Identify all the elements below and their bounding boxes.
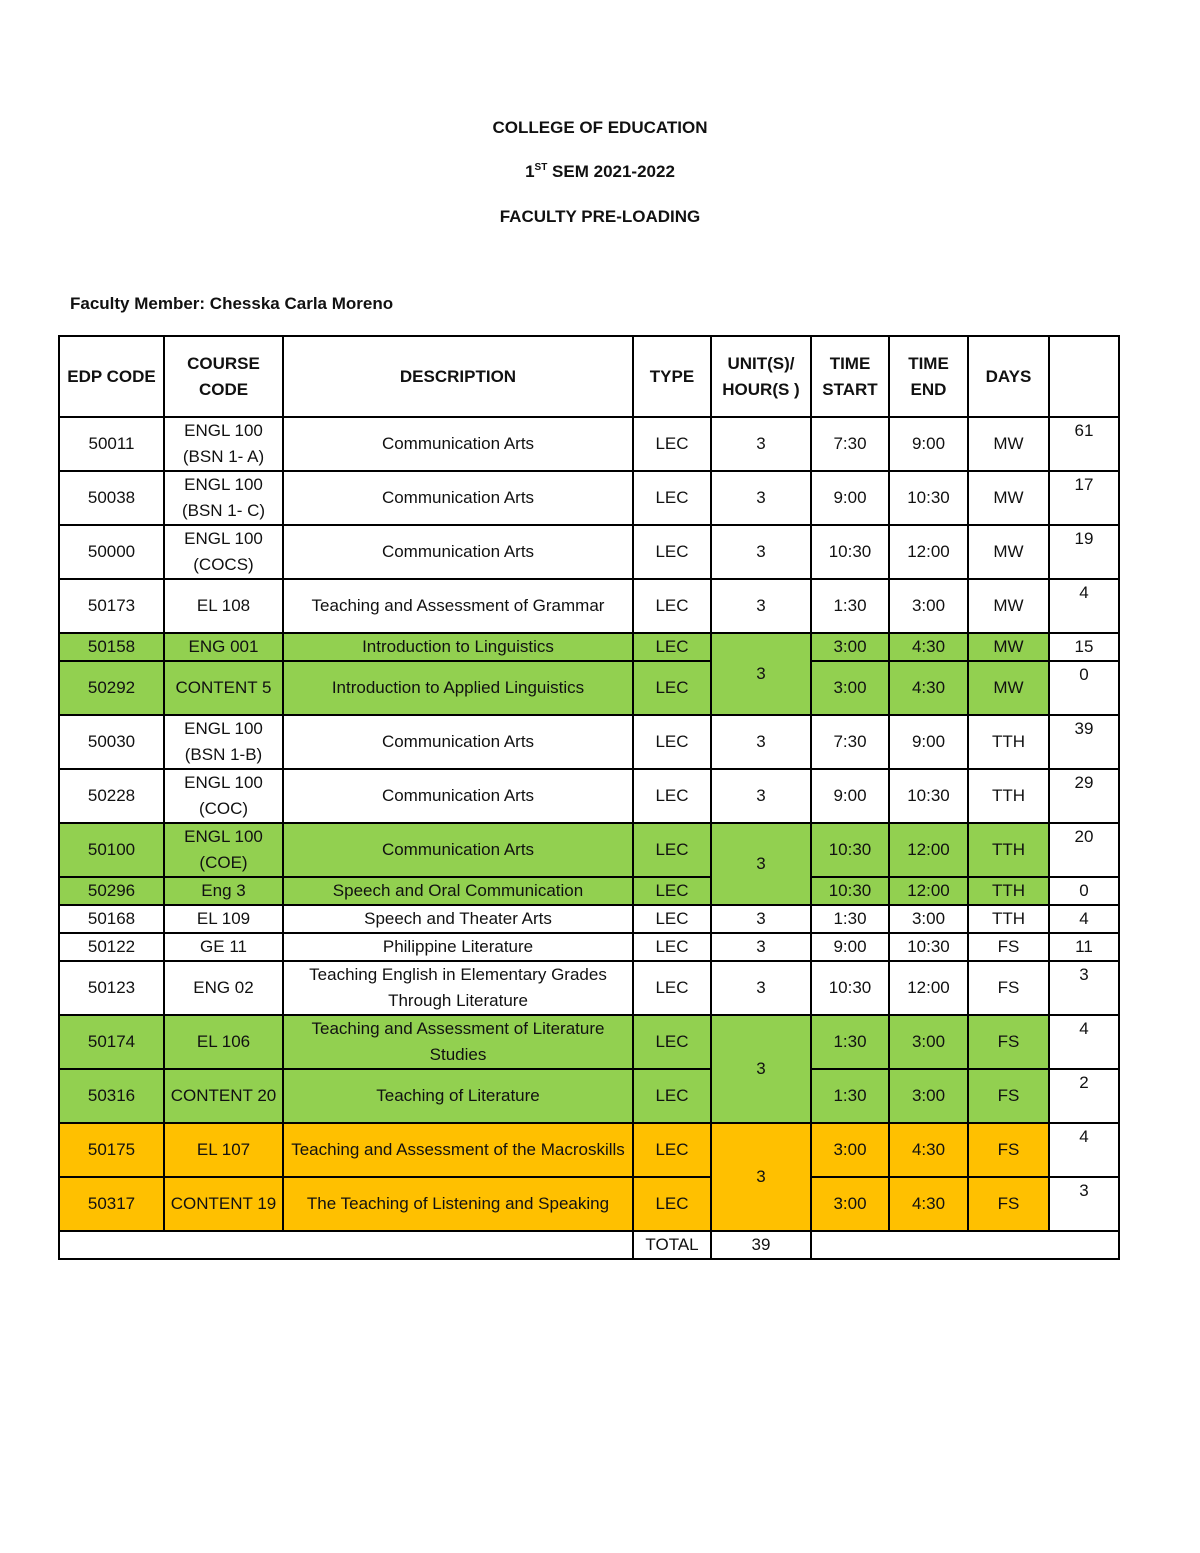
days-cell: FS [968, 1069, 1049, 1123]
time-start-cell: 7:30 [811, 715, 889, 769]
time-end-cell: 10:30 [889, 471, 968, 525]
faculty-member-label: Faculty Member: Chesska Carla Moreno [70, 294, 394, 313]
preloading-table [58, 335, 1120, 1260]
table-row [59, 417, 1119, 471]
edp-code-cell: 50174 [59, 1015, 164, 1069]
sem-number: 1 [525, 162, 535, 181]
course-code-cell: ENGL 100 (COC) [164, 769, 283, 823]
table-row [59, 661, 1119, 715]
table-row [59, 579, 1119, 633]
time-start-cell: 9:00 [811, 471, 889, 525]
count-cell: 29 [1049, 769, 1119, 823]
description-cell: Teaching of Literature [283, 1069, 633, 1123]
edp-code-cell: 50100 [59, 823, 164, 877]
edp-code-cell: 50038 [59, 471, 164, 525]
table-row [59, 877, 1119, 905]
course-code-cell: ENGL 100 (COCS) [164, 525, 283, 579]
type-cell: LEC [633, 1069, 711, 1123]
col-header-type: TYPE [633, 336, 711, 417]
course-code-cell: CONTENT 20 [164, 1069, 283, 1123]
days-cell: MW [968, 471, 1049, 525]
course-code-cell: ENGL 100 (BSN 1- A) [164, 417, 283, 471]
course-code-cell: EL 108 [164, 579, 283, 633]
count-cell: 0 [1049, 661, 1119, 715]
type-cell: LEC [633, 661, 711, 715]
edp-code-cell: 50123 [59, 961, 164, 1015]
total-label: TOTAL [633, 1231, 711, 1259]
semester-title [0, 162, 1200, 182]
days-cell: TTH [968, 769, 1049, 823]
time-start-cell: 3:00 [811, 1123, 889, 1177]
type-cell: LEC [633, 823, 711, 877]
time-end-cell: 4:30 [889, 633, 968, 661]
days-cell: TTH [968, 905, 1049, 933]
course-code-cell: ENGL 100 (COE) [164, 823, 283, 877]
count-cell: 20 [1049, 823, 1119, 877]
time-start-cell: 1:30 [811, 1069, 889, 1123]
edp-code-cell: 50011 [59, 417, 164, 471]
type-cell: LEC [633, 905, 711, 933]
type-cell: LEC [633, 961, 711, 1015]
course-code-cell: EL 107 [164, 1123, 283, 1177]
time-end-cell: 12:00 [889, 823, 968, 877]
col-header-units: UNIT(S)/ HOUR(S ) [711, 336, 811, 417]
description-cell: Teaching English in Elementary Grades Through Literature [283, 961, 633, 1015]
time-end-cell: 9:00 [889, 715, 968, 769]
count-cell: 11 [1049, 933, 1119, 961]
edp-code-cell: 50317 [59, 1177, 164, 1231]
count-cell: 2 [1049, 1069, 1119, 1123]
time-start-cell: 10:30 [811, 877, 889, 905]
course-code-cell: EL 106 [164, 1015, 283, 1069]
time-start-cell: 10:30 [811, 961, 889, 1015]
description-cell: Introduction to Applied Linguistics [283, 661, 633, 715]
edp-code-cell: 50158 [59, 633, 164, 661]
units-cell: 3 [711, 471, 811, 525]
days-cell: MW [968, 579, 1049, 633]
days-cell: FS [968, 1123, 1049, 1177]
time-start-cell: 10:30 [811, 525, 889, 579]
course-code-cell: CONTENT 5 [164, 661, 283, 715]
document-title: FACULTY PRE-LOADING [499, 207, 701, 226]
description-cell: Speech and Oral Communication [283, 877, 633, 905]
time-end-cell: 3:00 [889, 579, 968, 633]
col-header-count [1049, 336, 1119, 417]
time-end-cell: 3:00 [889, 1015, 968, 1069]
course-code-cell: EL 109 [164, 905, 283, 933]
count-cell: 61 [1049, 417, 1119, 471]
table-row [59, 633, 1119, 661]
count-cell: 4 [1049, 905, 1119, 933]
course-code-cell: GE 11 [164, 933, 283, 961]
sem-superscript: ST [534, 162, 548, 173]
count-cell: 15 [1049, 633, 1119, 661]
description-cell: Philippine Literature [283, 933, 633, 961]
units-cell: 3 [711, 823, 811, 905]
days-cell: FS [968, 933, 1049, 961]
type-cell: LEC [633, 1177, 711, 1231]
table-row [59, 933, 1119, 961]
count-cell: 4 [1049, 579, 1119, 633]
count-cell: 4 [1049, 1015, 1119, 1069]
total-row [59, 1231, 1119, 1259]
table-body [59, 417, 1119, 1231]
course-code-cell: ENG 001 [164, 633, 283, 661]
time-start-cell: 7:30 [811, 417, 889, 471]
days-cell: MW [968, 633, 1049, 661]
table-row [59, 1015, 1119, 1069]
type-cell: LEC [633, 1123, 711, 1177]
header-row [59, 336, 1119, 417]
time-start-cell: 3:00 [811, 661, 889, 715]
days-cell: FS [968, 1177, 1049, 1231]
time-end-cell: 12:00 [889, 961, 968, 1015]
description-cell: Communication Arts [283, 471, 633, 525]
time-start-cell: 3:00 [811, 1177, 889, 1231]
units-cell: 3 [711, 905, 811, 933]
table-row [59, 471, 1119, 525]
time-start-cell: 9:00 [811, 933, 889, 961]
time-start-cell: 10:30 [811, 823, 889, 877]
course-code-cell: ENGL 100 (BSN 1- C) [164, 471, 283, 525]
total-blank-cell [59, 1231, 633, 1259]
edp-code-cell: 50228 [59, 769, 164, 823]
table-row [59, 905, 1119, 933]
time-end-cell: 9:00 [889, 417, 968, 471]
units-cell: 3 [711, 579, 811, 633]
days-cell: MW [968, 417, 1049, 471]
days-cell: FS [968, 1015, 1049, 1069]
table-row [59, 769, 1119, 823]
units-cell: 3 [711, 633, 811, 715]
count-cell: 0 [1049, 877, 1119, 905]
total-trailing-blank [811, 1231, 1119, 1259]
edp-code-cell: 50173 [59, 579, 164, 633]
units-cell: 3 [711, 933, 811, 961]
edp-code-cell: 50168 [59, 905, 164, 933]
time-start-cell: 9:00 [811, 769, 889, 823]
edp-code-cell: 50292 [59, 661, 164, 715]
edp-code-cell: 50175 [59, 1123, 164, 1177]
type-cell: LEC [633, 417, 711, 471]
col-header-edp-code: EDP CODE [59, 336, 164, 417]
type-cell: LEC [633, 933, 711, 961]
col-header-course-code: COURSE CODE [164, 336, 283, 417]
type-cell: LEC [633, 525, 711, 579]
col-header-description: DESCRIPTION [283, 336, 633, 417]
days-cell: TTH [968, 877, 1049, 905]
table-row [59, 1123, 1119, 1177]
type-cell: LEC [633, 877, 711, 905]
description-cell: Communication Arts [283, 417, 633, 471]
table-row [59, 715, 1119, 769]
edp-code-cell: 50316 [59, 1069, 164, 1123]
description-cell: Speech and Theater Arts [283, 905, 633, 933]
college-title: COLLEGE OF EDUCATION [492, 118, 708, 137]
description-cell: Introduction to Linguistics [283, 633, 633, 661]
col-header-time-start: TIME START [811, 336, 889, 417]
count-cell: 3 [1049, 961, 1119, 1015]
type-cell: LEC [633, 1015, 711, 1069]
count-cell: 19 [1049, 525, 1119, 579]
description-cell: The Teaching of Listening and Speaking [283, 1177, 633, 1231]
course-code-cell: ENG 02 [164, 961, 283, 1015]
time-end-cell: 12:00 [889, 525, 968, 579]
time-end-cell: 10:30 [889, 933, 968, 961]
time-start-cell: 1:30 [811, 905, 889, 933]
type-cell: LEC [633, 579, 711, 633]
description-cell: Teaching and Assessment of Grammar [283, 579, 633, 633]
sem-rest: SEM 2021-2022 [547, 162, 675, 181]
edp-code-cell: 50030 [59, 715, 164, 769]
type-cell: LEC [633, 633, 711, 661]
time-end-cell: 12:00 [889, 877, 968, 905]
days-cell: MW [968, 525, 1049, 579]
time-end-cell: 4:30 [889, 1123, 968, 1177]
description-cell: Teaching and Assessment of the Macroskills [283, 1123, 633, 1177]
table-row [59, 525, 1119, 579]
units-cell: 3 [711, 1123, 811, 1231]
table-row [59, 961, 1119, 1015]
units-cell: 3 [711, 769, 811, 823]
course-code-cell: ENGL 100 (BSN 1-B) [164, 715, 283, 769]
days-cell: TTH [968, 715, 1049, 769]
units-cell: 3 [711, 417, 811, 471]
col-header-days: DAYS [968, 336, 1049, 417]
time-end-cell: 4:30 [889, 1177, 968, 1231]
days-cell: MW [968, 661, 1049, 715]
count-cell: 17 [1049, 471, 1119, 525]
time-start-cell: 3:00 [811, 633, 889, 661]
total-units: 39 [711, 1231, 811, 1259]
count-cell: 39 [1049, 715, 1119, 769]
edp-code-cell: 50296 [59, 877, 164, 905]
table-row [59, 1177, 1119, 1231]
edp-code-cell: 50000 [59, 525, 164, 579]
time-end-cell: 10:30 [889, 769, 968, 823]
units-cell: 3 [711, 1015, 811, 1123]
units-cell: 3 [711, 715, 811, 769]
table-row [59, 823, 1119, 877]
time-end-cell: 3:00 [889, 1069, 968, 1123]
description-cell: Communication Arts [283, 823, 633, 877]
days-cell: FS [968, 961, 1049, 1015]
type-cell: LEC [633, 715, 711, 769]
edp-code-cell: 50122 [59, 933, 164, 961]
description-cell: Teaching and Assessment of Literature Studies [283, 1015, 633, 1069]
count-cell: 3 [1049, 1177, 1119, 1231]
type-cell: LEC [633, 471, 711, 525]
days-cell: TTH [968, 823, 1049, 877]
description-cell: Communication Arts [283, 715, 633, 769]
table-row [59, 1069, 1119, 1123]
course-code-cell: Eng 3 [164, 877, 283, 905]
units-cell: 3 [711, 961, 811, 1015]
units-cell: 3 [711, 525, 811, 579]
time-end-cell: 3:00 [889, 905, 968, 933]
col-header-time-end: TIME END [889, 336, 968, 417]
count-cell: 4 [1049, 1123, 1119, 1177]
description-cell: Communication Arts [283, 525, 633, 579]
time-start-cell: 1:30 [811, 1015, 889, 1069]
time-end-cell: 4:30 [889, 661, 968, 715]
time-start-cell: 1:30 [811, 579, 889, 633]
course-code-cell: CONTENT 19 [164, 1177, 283, 1231]
description-cell: Communication Arts [283, 769, 633, 823]
type-cell: LEC [633, 769, 711, 823]
